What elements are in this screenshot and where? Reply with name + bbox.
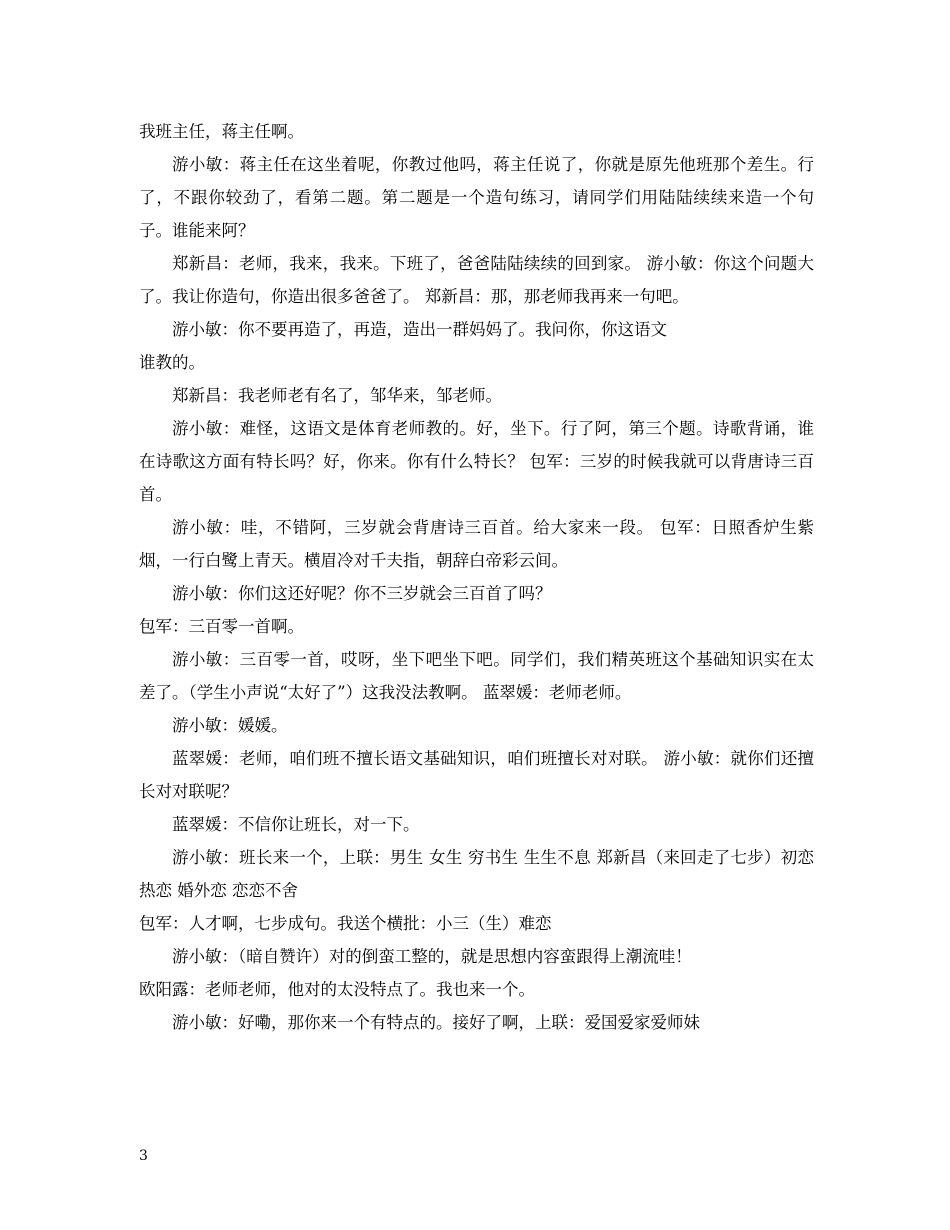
paragraph: 游小敏：三百零一首，哎呀，坐下吧坐下吧。同学们，我们精英班这个基础知识实在太差了。（学生小声说“太好了”）这我没法教啊。 蓝翠媛：老师老师。 [139, 650, 814, 702]
paragraph: 包军：三百零一首啊。 [139, 617, 304, 636]
paragraph: 郑新昌：老师，我来，我来。下班了，爸爸陆陆续续的回到家。 游小敏：你这个问题大了。我让你造句，你造出很多爸爸了。 郑新昌：那，那老师我再来一句吧。 [139, 254, 814, 306]
document-body [139, 115, 814, 1039]
paragraph: 游小敏：班长来一个，上联：男生 女生 穷书生 生生不息 郑新昌（来回走了七步）初恋 热恋 婚外恋 恋恋不舍 [139, 848, 814, 900]
paragraph: 郑新昌：我老师老有名了，邹华来，邹老师。 [172, 386, 502, 405]
paragraph: 游小敏：你不要再造了，再造，造出一群妈妈了。我问你，你这语文 [172, 320, 667, 339]
paragraph: 谁教的。 [139, 353, 205, 372]
paragraph: 欧阳露：老师老师，他对的太没特点了。我也来一个。 [139, 980, 535, 999]
paragraph: 我班主任，蒋主任啊。 [139, 122, 304, 141]
page-number: 3 [139, 1148, 148, 1164]
paragraph: 蓝翠媛：不信你让班长，对一下。 [172, 815, 420, 834]
paragraph: 游小敏：你们这还好呢？你不三岁就会三百首了吗？ [172, 584, 552, 603]
paragraph: 游小敏：难怪，这语文是体育老师教的。好，坐下。行了阿，第三个题。诗歌背诵，谁在诗歌这方面有特长吗？好，你来。你有什么特长？ 包军：三岁的时候我就可以背唐诗三百首。 [139, 419, 814, 504]
paragraph: 游小敏：好嘞，那你来一个有特点的。接好了啊，上联：爱国爱家爱师妹 [172, 1013, 700, 1032]
paragraph: 游小敏：蒋主任在这坐着呢，你教过他吗，蒋主任说了，你就是原先他班那个差生。行了，不跟你较劲了，看第二题。第二题是一个造句练习，请同学们用陆陆续续来造一个句子。谁能来阿？ [139, 155, 814, 240]
paragraph: 包军：人才啊，七步成句。我送个横批：小三（生）难恋 [139, 914, 552, 933]
paragraph: 游小敏：（暗自赞许）对的倒蛮工整的，就是思想内容蛮跟得上潮流哇！ [172, 947, 692, 966]
paragraph: 蓝翠媛：老师，咱们班不擅长语文基础知识，咱们班擅长对对联。 游小敏：就你们还擅长对对联呢？ [139, 749, 814, 801]
paragraph: 游小敏：哇，不错阿，三岁就会背唐诗三百首。给大家来一段。 包军：日照香炉生紫烟，一行白鹭上青天。横眉冷对千夫指，朝辞白帝彩云间。 [139, 518, 814, 570]
paragraph: 游小敏：媛媛。 [172, 716, 288, 735]
